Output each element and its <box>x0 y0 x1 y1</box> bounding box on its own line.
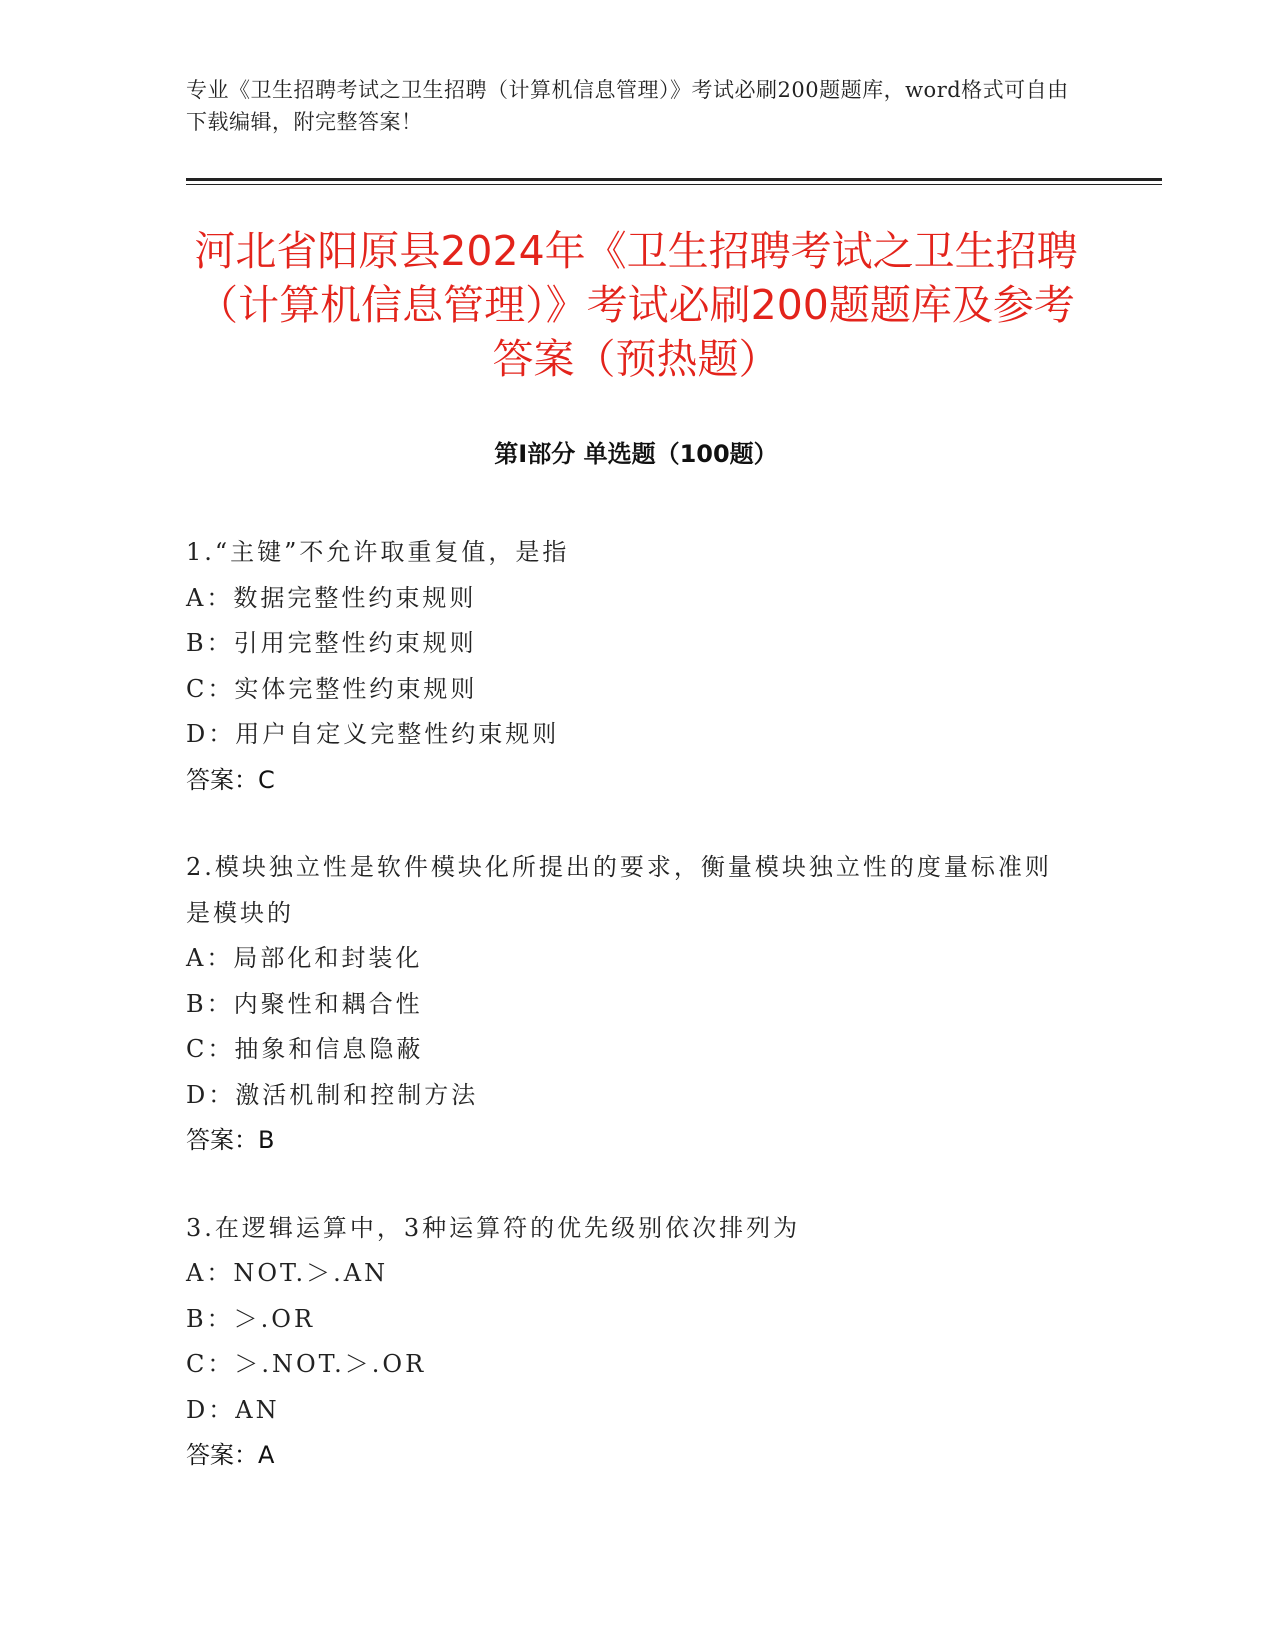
option-a: A：数据完整性约束规则 <box>186 583 477 612</box>
option-c: C：抽象和信息隐蔽 <box>186 1035 424 1063</box>
section-title: 第Ⅰ部分 单选题（100题） <box>494 440 778 468</box>
option-d: D：AN <box>186 1395 280 1424</box>
document-title: 河北省阳原县2024年《卫生招聘考试之卫生招聘（计算机信息管理）》考试必刷200题题库及参考答案（预热题） <box>194 227 1078 383</box>
answer: 答案：C <box>186 765 275 794</box>
option-d: D：激活机制和控制方法 <box>186 1080 479 1109</box>
question-stem: 1.“主键”不允许取重复值，是指 <box>186 538 570 566</box>
header-rule-thin <box>186 184 1162 185</box>
option-b: B：内聚性和耦合性 <box>186 989 423 1018</box>
option-c: C：实体完整性约束规则 <box>186 674 478 703</box>
question-stem: 2.模块独立性是软件模块化所提出的要求，衡量模块独立性的度量标准则是模块的 <box>186 853 1052 927</box>
answer: 答案：A <box>186 1441 275 1469</box>
option-d: D：用户自定义完整性约束规则 <box>186 720 560 748</box>
header-rule-thick <box>186 178 1162 181</box>
option-b: B：引用完整性约束规则 <box>186 629 477 657</box>
answer: 答案：B <box>186 1126 275 1154</box>
option-a: A：局部化和封装化 <box>186 944 423 972</box>
question-2 <box>186 845 1066 1164</box>
header-note: 专业《卫生招聘考试之卫生招聘（计算机信息管理）》考试必刷200题题库，word格式可自由下载编辑，附完整答案！ <box>186 78 1069 134</box>
question-1 <box>186 530 1066 803</box>
question-3 <box>186 1206 1066 1479</box>
option-c: C：＞.NOT.＞.OR <box>186 1350 427 1378</box>
option-a: A：NOT.＞.AN <box>186 1259 389 1287</box>
question-list <box>186 530 1066 1521</box>
question-stem: 3.在逻辑运算中，3种运算符的优先级别依次排列为 <box>186 1213 801 1242</box>
option-b: B：＞.OR <box>186 1304 316 1333</box>
